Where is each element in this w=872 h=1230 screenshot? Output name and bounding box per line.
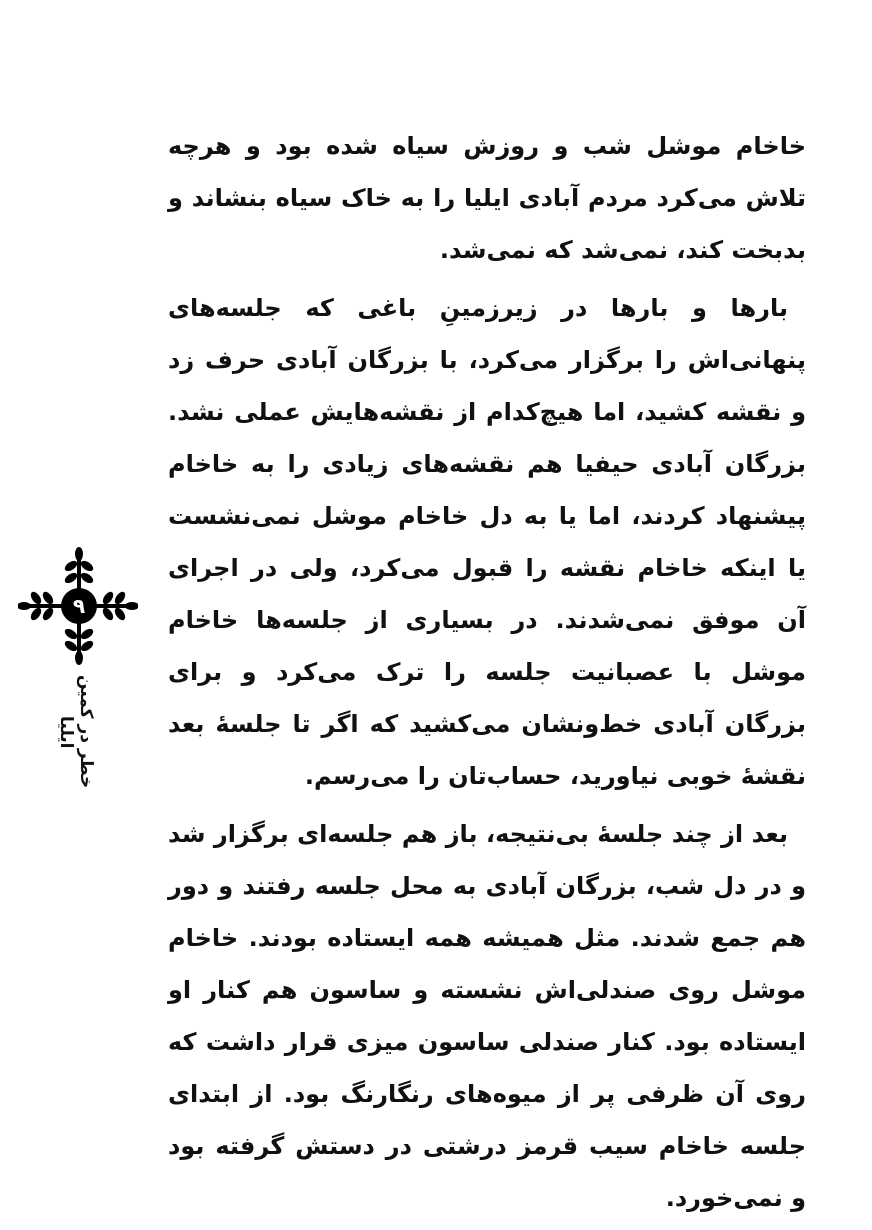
paragraph-3: بعد از چند جلسهٔ بی‌نتیجه، باز هم جلسه‌ای برگزار شد و در دل شب، بزرگان آبادی به محل جلسه رفتند و دور هم جمع شدند. مثل همیشه همه ایستاده بودند. خاخام موشل روی صندلی‌اش نشسته و ساسون هم کنار او ایستاده بود. کنار صندلی ساسون میزی قرار داشت که روی آن ظرفی پر از میوه‌های رنگارنگ بود. از ابتدای جلسه خاخام سیب قرمز درشتی در دستش گرفته بود و نمی‌خورد. xyxy=(168,820,806,1212)
paragraph-1: خاخام موشل شب و روزش سیاه شده بود و هرچه تلاش می‌کرد مردم آبادی ایلیا را به خاک سیاه بنشاند و بدبخت کند، نمی‌شد که نمی‌شد. xyxy=(168,132,806,264)
running-title: خطر در کمین ایلیا xyxy=(56,675,96,789)
page-number: ۹ xyxy=(72,594,86,618)
paragraph-2: بارها و بارها در زیرزمینِ باغی که جلسه‌های پنهانی‌اش را برگزار می‌کرد، با بزرگان آبادی حرف زد و نقشه کشید، اما هیچ‌کدام از نقشه‌هایش عملی نشد. بزرگان آبادی حیفیا هم نقشه‌های زیادی را به خاخام پیشنهاد کردند، اما یا به دل خاخام موشل نمی‌نشست یا اینکه خاخام نقشه را قبول می‌کرد، ولی در اجرای آن موفق نمی‌شدند. در بسیاری از جلسه‌ها خاخام موشل با عصبانیت جلسه را ترک می‌کرد و برای بزرگان آبادی خط‌ونشان می‌کشید که اگر تا جلسهٔ بعد نقشهٔ خوبی نیاورید، حساب‌تان را می‌رسم. xyxy=(168,294,806,790)
body-text xyxy=(168,120,806,1230)
